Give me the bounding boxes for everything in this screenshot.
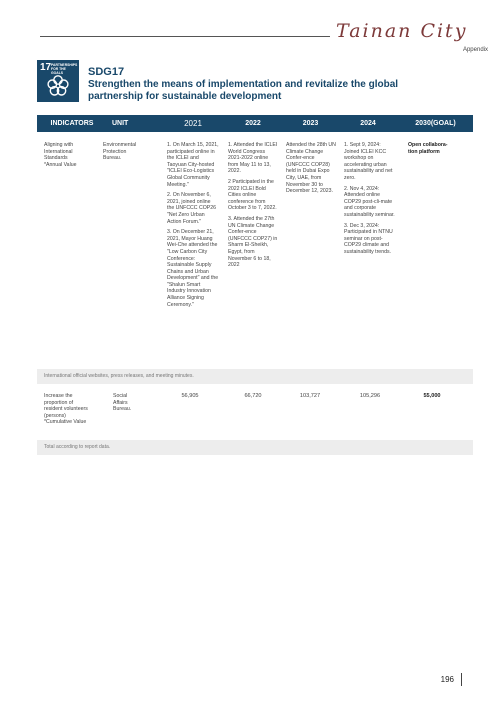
row2-2022: 66,720 — [244, 393, 262, 399]
page-number: 196 — [440, 675, 454, 684]
row1-indicator-line: Aligning with — [44, 142, 74, 148]
row1-goal-line: Open collabora- — [408, 142, 448, 148]
row1-2022-item: 2 Participated in the 2022 ICLEI Bold Cities online conference from October 3 to 7, 2022. — [228, 178, 277, 212]
sdg-badge-label: PARTNERSHIPS FOR THE GOALS — [51, 63, 78, 75]
row1-2024-item: 2. Nov 4, 2024: Attended online COP29 post-cli-mate and corporate sustainability seminar. — [344, 185, 395, 218]
row2-unit-line: Bureau. — [113, 406, 132, 413]
row2-source: Total according to report data. — [37, 440, 473, 455]
header-indicators: INDICATORS — [50, 120, 94, 127]
row1-unit — [103, 142, 158, 162]
row1-2022 — [228, 142, 278, 273]
row1-unit-line: Bureau. — [103, 155, 122, 162]
row2-2021: 56,905 — [181, 393, 199, 399]
row1-2021-item: 2. On November 6, 2021, joined online the UNFCCC COP26 "Net Zero Urban Action Forum." — [167, 192, 217, 225]
row1-goal-line: tion platform — [408, 148, 440, 155]
brand-logo: Tainan City — [336, 20, 468, 42]
header-goal: 2030(GOAL) — [415, 120, 456, 127]
row1-2022-item: 3. Attended the 27th UN Climate Change Confer-ence (UNFCCC COP27) in Sharm El-Sheikh, Egypt, from November 6 to 18, 2022 — [228, 215, 278, 269]
header-2024: 2024 — [360, 120, 376, 127]
row1-2023-item: Attended the 28th UN Climate Change Confer-ence (UNFCCC COP28) held in Dubai Expo City, UAE, from November 30 to December 12, 2023. — [286, 142, 336, 195]
row2-goal: 55,000 — [423, 393, 441, 399]
row1-indicator-line: Standards — [44, 155, 68, 162]
row2-2023: 103,727 — [299, 393, 321, 399]
row1-source: International official websites, press releases, and meeting minutes. — [37, 369, 473, 384]
header-unit: UNIT — [112, 120, 129, 127]
row1-2023 — [286, 142, 336, 199]
row2-unit-line: Social — [113, 393, 128, 399]
sdg-subtitle: Strengthen the means of implementation and revitalize the global partnership for sustainable development — [88, 79, 399, 102]
row1-unit-line: Environmental — [103, 142, 137, 148]
row2-indicator-line: *Cumulative Value — [44, 419, 87, 426]
table-header — [37, 115, 473, 132]
row1-2021-item: 3. On December 21, 2021, Mayor Huang Wei-Che attended the "Low Carbon City Conference: Sustainable Supply Chains and Urban Development" and the "Shalun Smart Industry Innovation Alliance Signing Ceremony." — [167, 229, 219, 308]
row1-indicator-line: *Annual Value — [44, 161, 77, 168]
row2-indicator-line: (persons) — [44, 412, 66, 419]
row1-2024 — [344, 142, 396, 260]
header-2021: 2021 — [184, 119, 202, 128]
row2-2024: 105,296 — [359, 393, 381, 399]
header-2023: 2023 — [302, 120, 319, 127]
row2-indicator-line: resident volunteers — [44, 406, 88, 413]
row2-indicator-line: Increase the — [44, 393, 73, 399]
row1-2024-item: 3. Dec 3, 2024: Participated in NTNU seminar on post-COP29 climate and sustainability trends. — [344, 222, 393, 255]
row1-2021 — [167, 142, 219, 312]
row2-unit-line: Affairs — [113, 399, 128, 406]
row2-indicator-line: proportion of — [44, 399, 74, 406]
sdg-badge-number: 17 — [40, 62, 52, 73]
appendix-label: Appendix — [462, 47, 488, 53]
row2-indicator — [44, 393, 104, 426]
row1-indicator — [44, 142, 99, 168]
row1-2021-item: 1. On March 15, 2021, participated online in the ICLEI and Taoyuan City-hosted "ICLEI Eco-Logistics Global Community Meeting." — [167, 142, 219, 188]
row1-2022-item: 1. Attended the ICLEI World Congress 2021-2022 online from May 11 to 13, 2022. — [228, 142, 278, 175]
row2-unit — [113, 393, 163, 413]
partnership-ring-icon — [46, 74, 70, 98]
row1-2024-item: 1. Sept 9, 2024: Joined ICLEI KCC workshop on accelerating urban sustainability and net zero. — [344, 142, 393, 181]
header-rule — [40, 36, 330, 37]
header-2022: 2022 — [245, 120, 261, 127]
row1-indicator-line: International — [44, 148, 73, 155]
sdg-title: SDG17 — [88, 66, 125, 78]
page-number-bar — [461, 673, 462, 686]
row1-goal — [408, 142, 463, 155]
row1-unit-line: Protection — [103, 148, 127, 155]
sdg17-badge — [37, 60, 79, 102]
